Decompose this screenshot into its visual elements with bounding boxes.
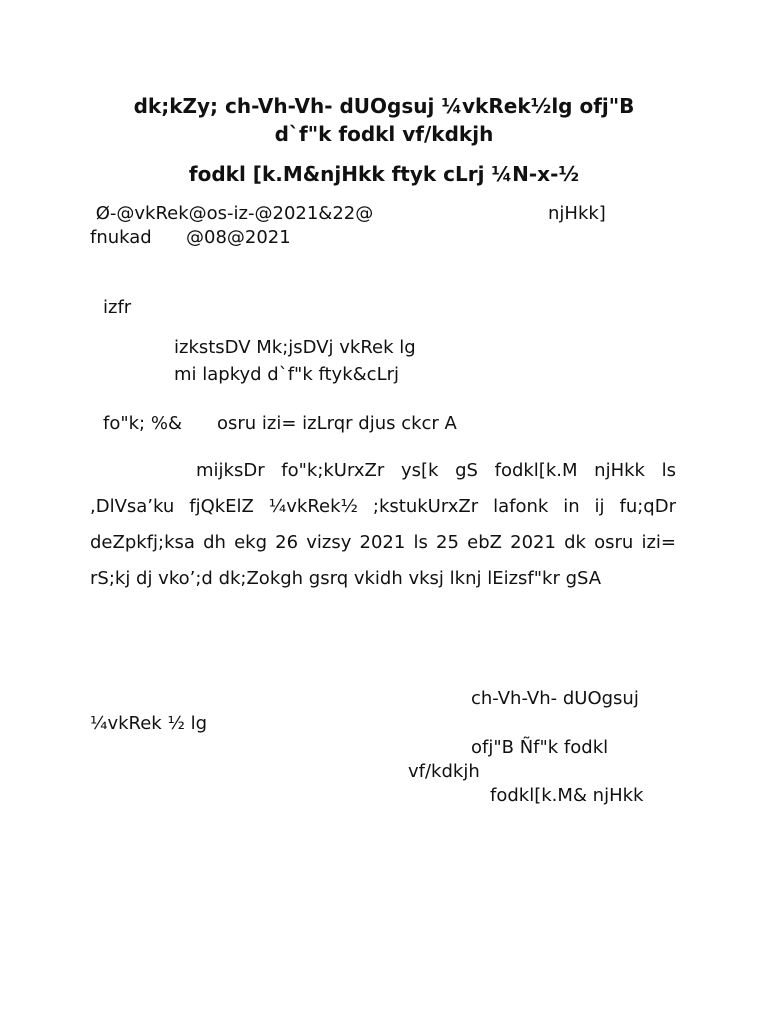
office-subtitle: fodkl [k.M&njHkk ftyk cLrj ¼N-x-½ [188,162,580,186]
reference-place: njHkk] [548,203,606,224]
reference-number: Ø-@vkRek@os-iz-@2021&22@ [90,203,374,224]
recipient-prati: izfr [103,297,132,318]
date-value: @08@2021 [186,227,291,248]
subject-label: fo"k; %& [103,413,182,434]
body-paragraph: mijksDr fo"k;kUrxZr ys[k gS fodkl[k.M njHkk ls ,DlVsa’ku fjQkElZ ¼vkRek½ ;kstukUrxZr lafonk in ij fu;qDr deZpkfj;ksa dh ekg 26 vizsy 2021 ls 25 ebZ 2021 dk osru izi= rS;kj dj vko’;d dk;Zokgh gsrq vkidh vksj lknj lEizsf"kr gSA [90,460,676,589]
signature-line3: ofj"B Ñf"k fodkl [471,737,609,758]
recipient-line1: izkstsDV Mk;jsDVj vkRek lg [174,337,416,358]
date-label: fnukad [90,227,152,248]
subject-text: osru izi= izLrqr djus ckcr A [217,413,457,434]
office-title-line2: d`f"k fodkl vf/kdkjh [274,122,494,146]
office-title-line1: dk;kZy; ch-Vh-Vh- dUOgsuj ¼vkRek½lg ofj"B [133,94,635,118]
signature-line2: ¼vkRek ½ lg [90,713,208,734]
signature-line5: fodkl[k.M& njHkk [490,785,644,806]
signature-line4: vf/kdkjh [408,761,480,782]
recipient-line2: mi lapkyd d`f"k ftyk&cLrj [174,364,399,385]
signature-line1: ch-Vh-Vh- dUOgsuj [471,688,639,709]
